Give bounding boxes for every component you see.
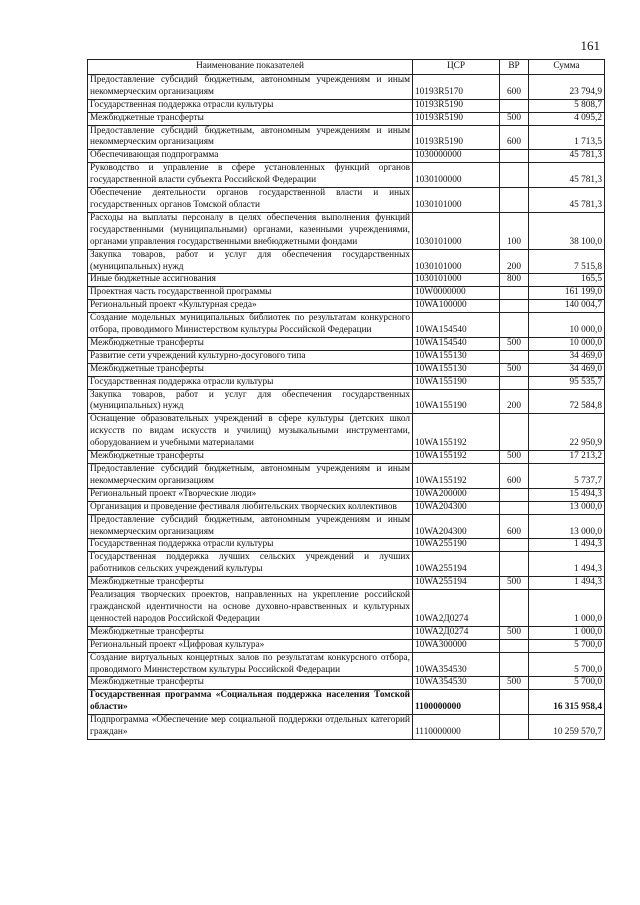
cell-vr: [500, 639, 529, 652]
table-header-row: [88, 60, 605, 75]
cell-sum: 10 000,0: [529, 337, 605, 350]
table-row: [88, 163, 605, 188]
cell-sum: 95 535,7: [529, 376, 605, 389]
cell-csr: 10WA155130: [413, 350, 500, 363]
cell-vr: [500, 552, 529, 577]
table-row: [88, 414, 605, 451]
cell-vr: [500, 715, 529, 740]
table-row: [88, 488, 605, 501]
cell-csr: 10WA155190: [413, 376, 500, 389]
cell-vr: [500, 188, 529, 213]
cell-csr: 10WA155192: [413, 464, 500, 489]
table-row: [88, 287, 605, 300]
table-row: [88, 652, 605, 677]
cell-vr: 600: [500, 464, 529, 489]
cell-csr: 10WA300000: [413, 639, 500, 652]
table-row: [88, 389, 605, 414]
cell-vr: 500: [500, 626, 529, 639]
cell-vr: [500, 414, 529, 451]
cell-name: Региональный проект «Цифровая культура»: [88, 639, 413, 652]
cell-sum: 4 095,2: [529, 112, 605, 125]
cell-vr: [500, 501, 529, 514]
cell-csr: 1100000000: [413, 690, 500, 715]
cell-csr: 1030101000: [413, 212, 500, 249]
cell-vr: 500: [500, 337, 529, 350]
cell-vr: [500, 350, 529, 363]
budget-table: [87, 59, 605, 740]
cell-csr: 10193R5190: [413, 125, 500, 150]
cell-name: Межбюджетные трансферты: [88, 363, 413, 376]
cell-csr: 10WA2Д0274: [413, 590, 500, 627]
cell-sum: 13 000,0: [529, 501, 605, 514]
cell-sum: 34 469,0: [529, 363, 605, 376]
cell-name: Организация и проведение фестиваля любительских творческих коллективов: [88, 501, 413, 514]
table-row: [88, 249, 605, 274]
table-body: [88, 74, 605, 739]
cell-sum: 45 781,3: [529, 150, 605, 163]
cell-sum: 34 469,0: [529, 350, 605, 363]
table-row: [88, 552, 605, 577]
table-row: [88, 539, 605, 552]
cell-csr: 10WA155190: [413, 389, 500, 414]
table-row: [88, 376, 605, 389]
cell-csr: 10WA255190: [413, 539, 500, 552]
cell-name: Межбюджетные трансферты: [88, 626, 413, 639]
table-header: [88, 60, 605, 75]
cell-csr: 10WA200000: [413, 488, 500, 501]
cell-csr: 10WA155130: [413, 363, 500, 376]
cell-name: Межбюджетные трансферты: [88, 677, 413, 690]
cell-sum: 13 000,0: [529, 514, 605, 539]
cell-name: Государственная поддержка лучших сельских учреждений и лучших работников сельских учреждений культуры: [88, 552, 413, 577]
cell-vr: 600: [500, 74, 529, 99]
cell-vr: [500, 150, 529, 163]
header-vr: ВР: [500, 60, 529, 75]
cell-vr: [500, 300, 529, 313]
cell-sum: 1 000,0: [529, 590, 605, 627]
cell-csr: 10WA354530: [413, 677, 500, 690]
cell-sum: 22 950,9: [529, 414, 605, 451]
table-row: [88, 501, 605, 514]
cell-sum: 10 000,0: [529, 313, 605, 338]
page-number: 161: [580, 38, 600, 53]
cell-name: Межбюджетные трансферты: [88, 451, 413, 464]
cell-vr: [500, 376, 529, 389]
cell-sum: 1 713,5: [529, 125, 605, 150]
cell-vr: 600: [500, 125, 529, 150]
cell-vr: 100: [500, 212, 529, 249]
cell-name: Предоставление субсидий бюджетным, автономным учреждениям и иным некоммерческим организациям: [88, 464, 413, 489]
cell-csr: 1030000000: [413, 150, 500, 163]
cell-sum: 23 794,9: [529, 74, 605, 99]
table-row: [88, 150, 605, 163]
table-row: [88, 715, 605, 740]
cell-sum: 140 004,7: [529, 300, 605, 313]
table-row: [88, 188, 605, 213]
cell-csr: 1030101000: [413, 188, 500, 213]
cell-csr: 10WA100000: [413, 300, 500, 313]
header-name: Наименование показателей: [88, 60, 413, 75]
table-row: [88, 125, 605, 150]
cell-sum: 45 781,3: [529, 163, 605, 188]
cell-name: Обеспечение деятельности органов государственной власти и иных государственных органов Томской области: [88, 188, 413, 213]
table-row: [88, 350, 605, 363]
cell-sum: 45 781,3: [529, 188, 605, 213]
cell-name: Создание виртуальных концертных залов по результатам конкурсного отбора, проводимого Министерством культуры Российской Федерации: [88, 652, 413, 677]
cell-vr: 800: [500, 274, 529, 287]
table-row: [88, 300, 605, 313]
cell-name: Межбюджетные трансферты: [88, 577, 413, 590]
cell-name: Государственная программа «Социальная поддержка населения Томской области»: [88, 690, 413, 715]
table-row: [88, 577, 605, 590]
cell-sum: 15 494,3: [529, 488, 605, 501]
cell-name: Подпрограмма «Обеспечение мер социальной поддержки отдельных категорий граждан»: [88, 715, 413, 740]
table-row: [88, 464, 605, 489]
cell-csr: 1110000000: [413, 715, 500, 740]
cell-vr: [500, 652, 529, 677]
table-row: [88, 313, 605, 338]
header-sum: Сумма: [529, 60, 605, 75]
cell-csr: 10WA204300: [413, 514, 500, 539]
cell-sum: 1 494,3: [529, 539, 605, 552]
cell-vr: [500, 163, 529, 188]
cell-vr: [500, 690, 529, 715]
cell-csr: 10193R5170: [413, 74, 500, 99]
cell-name: Межбюджетные трансферты: [88, 112, 413, 125]
cell-sum: 5 700,0: [529, 652, 605, 677]
cell-vr: 600: [500, 514, 529, 539]
cell-name: Иные бюджетные ассигнования: [88, 274, 413, 287]
cell-name: Государственная поддержка отрасли культуры: [88, 99, 413, 112]
cell-vr: [500, 488, 529, 501]
cell-csr: 10WA354530: [413, 652, 500, 677]
table-row: [88, 99, 605, 112]
cell-csr: 10WA255194: [413, 552, 500, 577]
table-row: [88, 337, 605, 350]
cell-sum: 5 808,7: [529, 99, 605, 112]
cell-sum: 7 515,8: [529, 249, 605, 274]
cell-name: Предоставление субсидий бюджетным, автономным учреждениям и иным некоммерческим организациям: [88, 514, 413, 539]
cell-sum: 38 100,0: [529, 212, 605, 249]
cell-vr: 500: [500, 677, 529, 690]
cell-vr: [500, 539, 529, 552]
cell-name: Реализация творческих проектов, направленных на укрепление российской гражданской идентичности на основе духовно-нравственных и культурных ценностей народов Российской Федерации: [88, 590, 413, 627]
cell-csr: 10193R5190: [413, 112, 500, 125]
cell-csr: 10WA154540: [413, 337, 500, 350]
cell-csr: 10WA2Д0274: [413, 626, 500, 639]
cell-vr: 500: [500, 363, 529, 376]
table-row: [88, 451, 605, 464]
cell-name: Предоставление субсидий бюджетным, автономным учреждениям и иным некоммерческим организациям: [88, 125, 413, 150]
cell-name: Межбюджетные трансферты: [88, 337, 413, 350]
table-row: [88, 212, 605, 249]
cell-name: Обеспечивающая подпрограмма: [88, 150, 413, 163]
cell-name: Региональный проект «Культурная среда»: [88, 300, 413, 313]
cell-name: Проектная часть государственной программы: [88, 287, 413, 300]
cell-csr: 10W0000000: [413, 287, 500, 300]
cell-sum: 72 584,8: [529, 389, 605, 414]
table-row: [88, 274, 605, 287]
cell-sum: 161 199,0: [529, 287, 605, 300]
cell-csr: 10193R5190: [413, 99, 500, 112]
header-csr: ЦСР: [413, 60, 500, 75]
cell-csr: 10WA154540: [413, 313, 500, 338]
cell-vr: 200: [500, 249, 529, 274]
table-row: [88, 639, 605, 652]
cell-vr: 200: [500, 389, 529, 414]
cell-name: Региональный проект «Творческие люди»: [88, 488, 413, 501]
cell-name: Государственная поддержка отрасли культуры: [88, 539, 413, 552]
cell-sum: 16 315 958,4: [529, 690, 605, 715]
cell-sum: 5 700,0: [529, 677, 605, 690]
cell-name: Руководство и управление в сфере установленных функций органов государственной власти субъекта Российской Федерации: [88, 163, 413, 188]
table-row: [88, 363, 605, 376]
cell-name: Закупка товаров, работ и услуг для обеспечения государственных (муниципальных) нужд: [88, 389, 413, 414]
cell-vr: [500, 313, 529, 338]
cell-sum: 1 000,0: [529, 626, 605, 639]
cell-name: Закупка товаров, работ и услуг для обеспечения государственных (муниципальных) нужд: [88, 249, 413, 274]
cell-sum: 5 700,0: [529, 639, 605, 652]
table-row: [88, 514, 605, 539]
table-row: [88, 74, 605, 99]
table-row: [88, 677, 605, 690]
cell-name: Расходы на выплаты персоналу в целях обеспечения выполнения функций государственными (муниципальными) органами, казенными учреждениями, органами управления государственными внебюджетными фондами: [88, 212, 413, 249]
cell-sum: 1 494,3: [529, 577, 605, 590]
cell-csr: 1030100000: [413, 163, 500, 188]
cell-csr: 10WA155192: [413, 414, 500, 451]
cell-csr: 10WA255194: [413, 577, 500, 590]
table-row: [88, 112, 605, 125]
cell-vr: 500: [500, 112, 529, 125]
cell-csr: 1030101000: [413, 249, 500, 274]
cell-sum: 17 213,2: [529, 451, 605, 464]
cell-csr: 1030101000: [413, 274, 500, 287]
table-row: [88, 590, 605, 627]
cell-vr: 500: [500, 577, 529, 590]
cell-vr: 500: [500, 451, 529, 464]
cell-vr: [500, 99, 529, 112]
table-row: [88, 690, 605, 715]
cell-sum: 165,5: [529, 274, 605, 287]
cell-name: Оснащение образовательных учреждений в сфере культуры (детских школ искусств по видам искусств и училищ) музыкальными инструментами, оборудованием и учебными материалами: [88, 414, 413, 451]
cell-vr: [500, 590, 529, 627]
cell-name: Государственная поддержка отрасли культуры: [88, 376, 413, 389]
cell-sum: 10 259 570,7: [529, 715, 605, 740]
cell-sum: 1 494,3: [529, 552, 605, 577]
cell-name: Создание модельных муниципальных библиотек по результатам конкурсного отбора, проводимого Министерством культуры Российской Федерации: [88, 313, 413, 338]
cell-sum: 5 737,7: [529, 464, 605, 489]
cell-vr: [500, 287, 529, 300]
cell-csr: 10WA155192: [413, 451, 500, 464]
cell-name: Развитие сети учреждений культурно-досугового типа: [88, 350, 413, 363]
cell-csr: 10WA204300: [413, 501, 500, 514]
cell-name: Предоставление субсидий бюджетным, автономным учреждениям и иным некоммерческим организациям: [88, 74, 413, 99]
table-row: [88, 626, 605, 639]
